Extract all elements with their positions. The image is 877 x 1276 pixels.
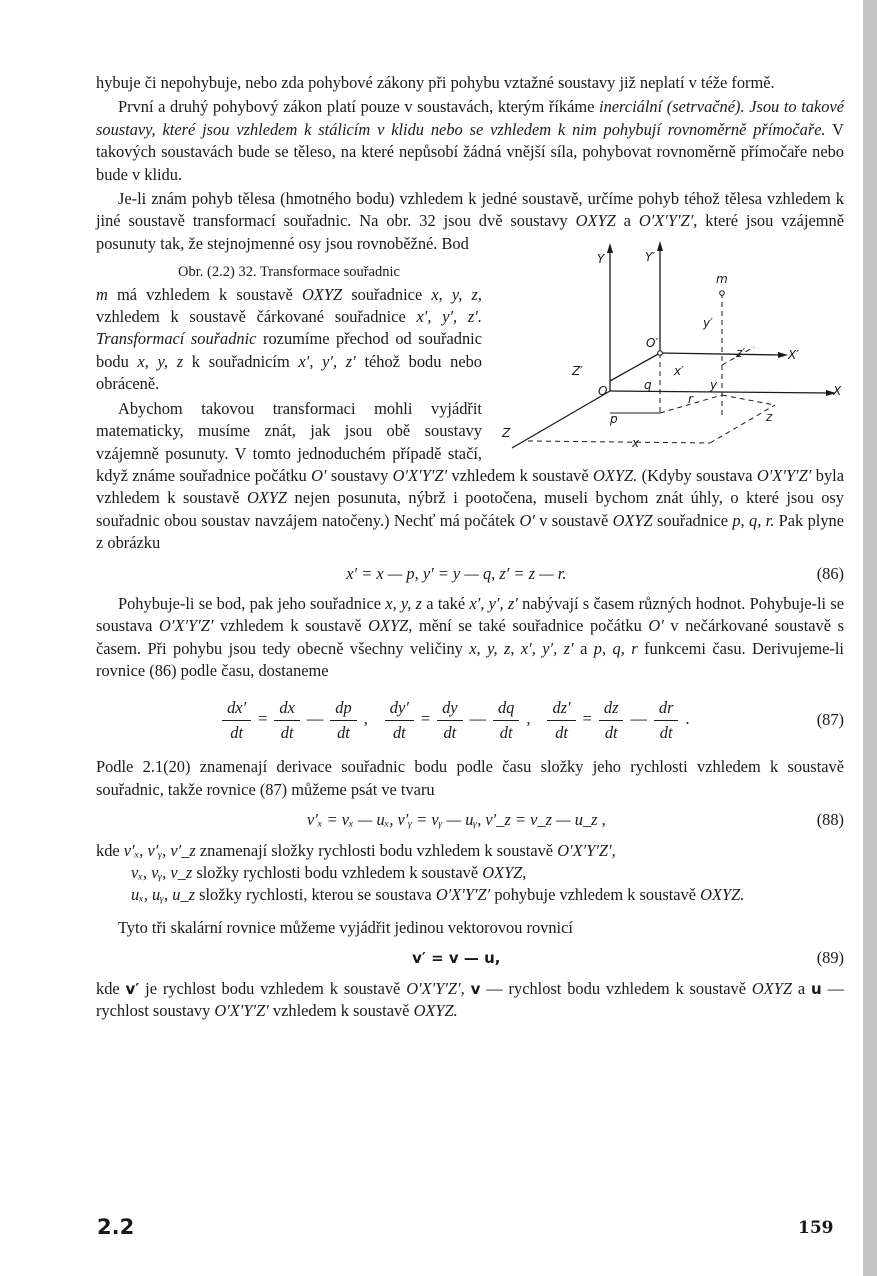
section-number: 2.2: [97, 1215, 135, 1239]
definition-row: kde v′ₓ, v′ᵧ, v′_z znamenají složky rychlosti bodu vzhledem k soustavě O′X′Y′Z′,: [96, 840, 616, 860]
page-body: hybuje či nepohybuje, nebo zda pohybové zákony při pohybu vztažné soustavy již neplatí v téže formě. První a druhý pohybový zákon platí pouze v soustavách, kterým říkáme inerciální (setrvačné). Jsou to takové soustavy, které jsou vzhledem k stálicím v klidu nebo se vzhledem k nim pohybují rovnoměrně přímočaře. V takových soustavách bude se těleso, na které nepůsobí žádná vnější síla, pohybovat rovnoměrně přímočaře nebo bude v klidu. Je-li znám pohyb tělesa (hmotného bodu) vzhledem k jedné soustavě, určíme pohyb téhož tělesa vzhledem k jiné soustavě transformací souřadnic. Na obr. 32 jsou dvě soustavy OXYZ a O′X′Y′Z′, které jsou vzájemně posunuty tak, že stejnojmenné osy jsou rovnoběžné. Bod Y Y′ m y′ O′ X′ z′ x′ Z′ O q y X p r z Z x Obr. (2.2) 32. Transformace souřadnic m má vzhledem k soustavě OXYZ souřadnice x, y, z, vzhledem k soustavě čárkované souřadnice x′, y′, z′. Transformací souřadnic rozumíme přechod od souřadnic bodu x, y, z k souřadnicím x′, y′, z′ téhož bodu nebo obráceně. Abychom takovou transformaci mohli vyjádřit matematicky, musíme znát, jak jsou obě soustavy vzájemně posunuty. V tomto jednoduchém případě stačí, když známe souřadnice počátku O′ soustavy O′X′Y′Z′ vzhledem k soustavě OXYZ. (Kdyby soustava O′X′Y′Z′ byla vzhledem k soustavě OXYZ nejen posunuta, nýbrž i pootočena, museli bychom znát úhly, o které jsou osy souřadnic obou soustav navzájem natočeny.) Nechť má počátek O′ v soustavě OXYZ souřadnice p, q, r. Pak plyne z obrázku x′ = x — p, y′ = y — q, z′ = z — r. (86) Pohybuje-li se bod, pak jeho souřadnice x, y, z a také x′, y′, z′ nabývají s časem různých hodnot. Pohybuje-li se soustava O′X′Y′Z′ vzhledem k soustavě OXYZ, mění se také souřadnice počátku O′ v nečárkované soustavě s časem. Při pohybu jsou tedy obecně všechny veličiny x, y, z, x′, y′, z′ a p, q, r funkcemi času. Derivujeme-li rovnice (86) podle času, dostaneme $\frac{dx'}{dt}$ = $\frac{dx}{dt}$ — $\frac{dp}{dt}$ , $\frac{dy'}{dt}$ = $\frac{dy}{dt}$ — $\frac{dq}{dt}$ , $\frac{dz'}{dt}$ = $\frac{dz}{dt}$ — $\frac{dr}{dt}$ . (87) Podle 2.1(20) znamenají derivace souřadnic bodu podle času složky jeho rychlosti vzhledem k soustavě souřadnic, takže rovnice (87) můžeme psát ve tvaru v′ₓ = vₓ — uₓ, v′ᵧ = vᵧ — uᵧ, v′_z = v_z — u_z , (88) kde v′ₓ, v′ᵧ, v′_z znamenají složky rychlosti bodu vzhledem k soustavě O′X′Y′Z′, vₓ, vᵧ, v_z složky rychlosti bodu vzhledem k soustavě OXYZ, uₓ, uᵧ, u_z složky rychlosti, kterou se soustava O′X′Y′Z′ pohybuje vzhledem k soustavě OXYZ. Tyto tři skalární rovnice můžeme vyjádřit jedinou vektorovou rovnicí v′ = v — u, (89) kde v′ je rychlost bodu vzhledem k soustavě O′X′Y′Z′, v — rychlost bodu vzhledem k soustavě OXYZ a u — rychlost soustavy O′X′Y′Z′ vzhledem k soustavě OXYZ.: [96, 72, 844, 1024]
paragraph-vector-equation: Tyto tři skalární rovnice můžeme vyjádřit jedinou vektorovou rovnicí: [118, 917, 573, 937]
paragraph-moving-point: Pohybuje-li se bod, pak jeho souřadnice x, y, z a také x′, y′, z′ nabývají s časem různých hodnot. Pohybuje-li se soustava O′X′Y′Z′ vzhledem k soustavě OXYZ, mění se také souřadnice počátku O′ v nečárkované soustavě s časem. Při pohybu jsou tedy obecně všechny veličiny x, y, z, x′, y′, z′ a p, q, r funkcemi času. Derivujeme-li rovnice (86) podle času, dostaneme: [96, 593, 845, 681]
equation-88: v′ₓ = vₓ — uₓ, v′ᵧ = vᵧ — uᵧ, v′_z = v_z — u_z , (88): [307, 810, 844, 830]
paragraph-vector-definitions: kde v′ je rychlost bodu vzhledem k soustavě O′X′Y′Z′, v — rychlost bodu vzhledem k soustavě OXYZ a u — rychlost soustavy O′X′Y′Z′ vzhledem k soustavě OXYZ.: [96, 978, 844, 1021]
svg-text:Y: Y: [597, 251, 605, 266]
svg-text:O: O: [598, 383, 608, 398]
x-axis: [610, 391, 830, 393]
definitions-list: [96, 840, 844, 907]
definition-row: vₓ, vᵧ, v_z složky rychlosti bodu vzhledem k soustavě OXYZ,: [131, 863, 527, 882]
page-edge-shadow: [863, 0, 877, 1276]
coordinate-systems-diagram: [500, 235, 844, 449]
page-number: 159: [798, 1218, 834, 1238]
svg-text:r: r: [688, 391, 693, 406]
figure-32: [500, 235, 844, 449]
svg-text:y: y: [710, 377, 718, 392]
svg-text:z′: z′: [736, 345, 746, 360]
svg-text:z: z: [766, 409, 773, 424]
svg-text:X: X: [833, 383, 842, 398]
svg-text:Y′: Y′: [645, 249, 656, 264]
paragraph-transformation-intro: Je-li znám pohyb tělesa (hmotného bodu) vzhledem k jedné soustavě, určíme pohyb téhož tělesa vzhledem k jiné soustavě transformací souřadnic. Na obr. 32 jsou dvě soustavy OXYZ a O′X′Y′Z′, které jsou vzájemně posunuty tak, že stejnojmenné osy jsou rovnoběžné. Bod Y Y′ m y′ O′ X′ z′ x′ Z′ O q y X p r z Z x: [96, 189, 844, 449]
figure-caption: Obr. (2.2) 32. Transformace souřadnic: [178, 264, 400, 281]
x-prime-axis: [660, 353, 782, 355]
equation-87: $\frac{dx'}{dt}$ = $\frac{dx}{dt}$ — $\frac{dp}{dt}$ , $\frac{dy'}{dt}$ = $\frac{dy}{dt}$ — $\frac{dq}{dt}$ , $\frac{dz'}{dt}$ = $\frac{dz}{dt}$ — $\frac{dr}{dt}$ . (87): [96, 697, 844, 745]
svg-text:p: p: [610, 411, 618, 426]
z-prime-axis: [610, 353, 660, 381]
paragraph-velocity-components: Podle 2.1(20) znamenají derivace souřadnic bodu podle času složky jeho rychlosti vzhledem k soustavě souřadnic, takže rovnice (87) můžeme psát ve tvaru: [96, 757, 844, 799]
svg-text:q: q: [644, 377, 652, 392]
equation-86: x′ = x — p, y′ = y — q, z′ = z — r. (86): [346, 563, 844, 583]
paragraph-inertial-systems: První a druhý pohybový zákon platí pouze v soustavách, kterým říkáme inerciální (setrvačné). Jsou to takové soustavy, které jsou vzhledem k stálicím v klidu nebo se vzhledem k nim pohybují rovnoměrně přímočaře. V takových soustavách bude se těleso, na které nepůsobí žádná vnější síla, pohybovat rovnoměrně přímočaře nebo bude v klidu.: [96, 97, 845, 184]
paragraph-continuation: hybuje či nepohybuje, nebo zda pohybové zákony při pohybu vztažné soustavy již neplatí v téže formě.: [96, 73, 775, 92]
svg-text:y′: y′: [703, 315, 713, 330]
svg-text:x: x: [632, 435, 640, 449]
svg-text:X′: X′: [788, 347, 799, 362]
svg-text:x′: x′: [674, 363, 684, 378]
svg-text:m: m: [716, 271, 728, 286]
svg-text:Z′: Z′: [572, 363, 583, 378]
equation-89: v′ = v — u, (89): [412, 948, 844, 968]
paragraph-origin-coordinates: Abychom takovou transformaci mohli vyjádřit matematicky, musíme znát, jak jsou obě soustavy vzájemně posunuty. V tomto jednoduchém případě stačí, když známe souřadnice počátku O′ soustavy O′X′Y′Z′ vzhledem k soustavě OXYZ. (Kdyby soustava O′X′Y′Z′ byla vzhledem k soustavě OXYZ nejen posunuta, nýbrž i pootočena, museli bychom znát úhly, o které jsou osy souřadnic obou soustav navzájem natočeny.) Nechť má počátek O′ v soustavě OXYZ souřadnice p, q, r. Pak plyne z obrázku: [96, 398, 844, 553]
definition-row: uₓ, uᵧ, u_z složky rychlosti, kterou se soustava O′X′Y′Z′ pohybuje vzhledem k soustavě OXYZ.: [131, 885, 745, 905]
svg-text:Z: Z: [502, 425, 511, 440]
z-axis: [512, 391, 610, 448]
svg-text:O′: O′: [646, 335, 659, 350]
